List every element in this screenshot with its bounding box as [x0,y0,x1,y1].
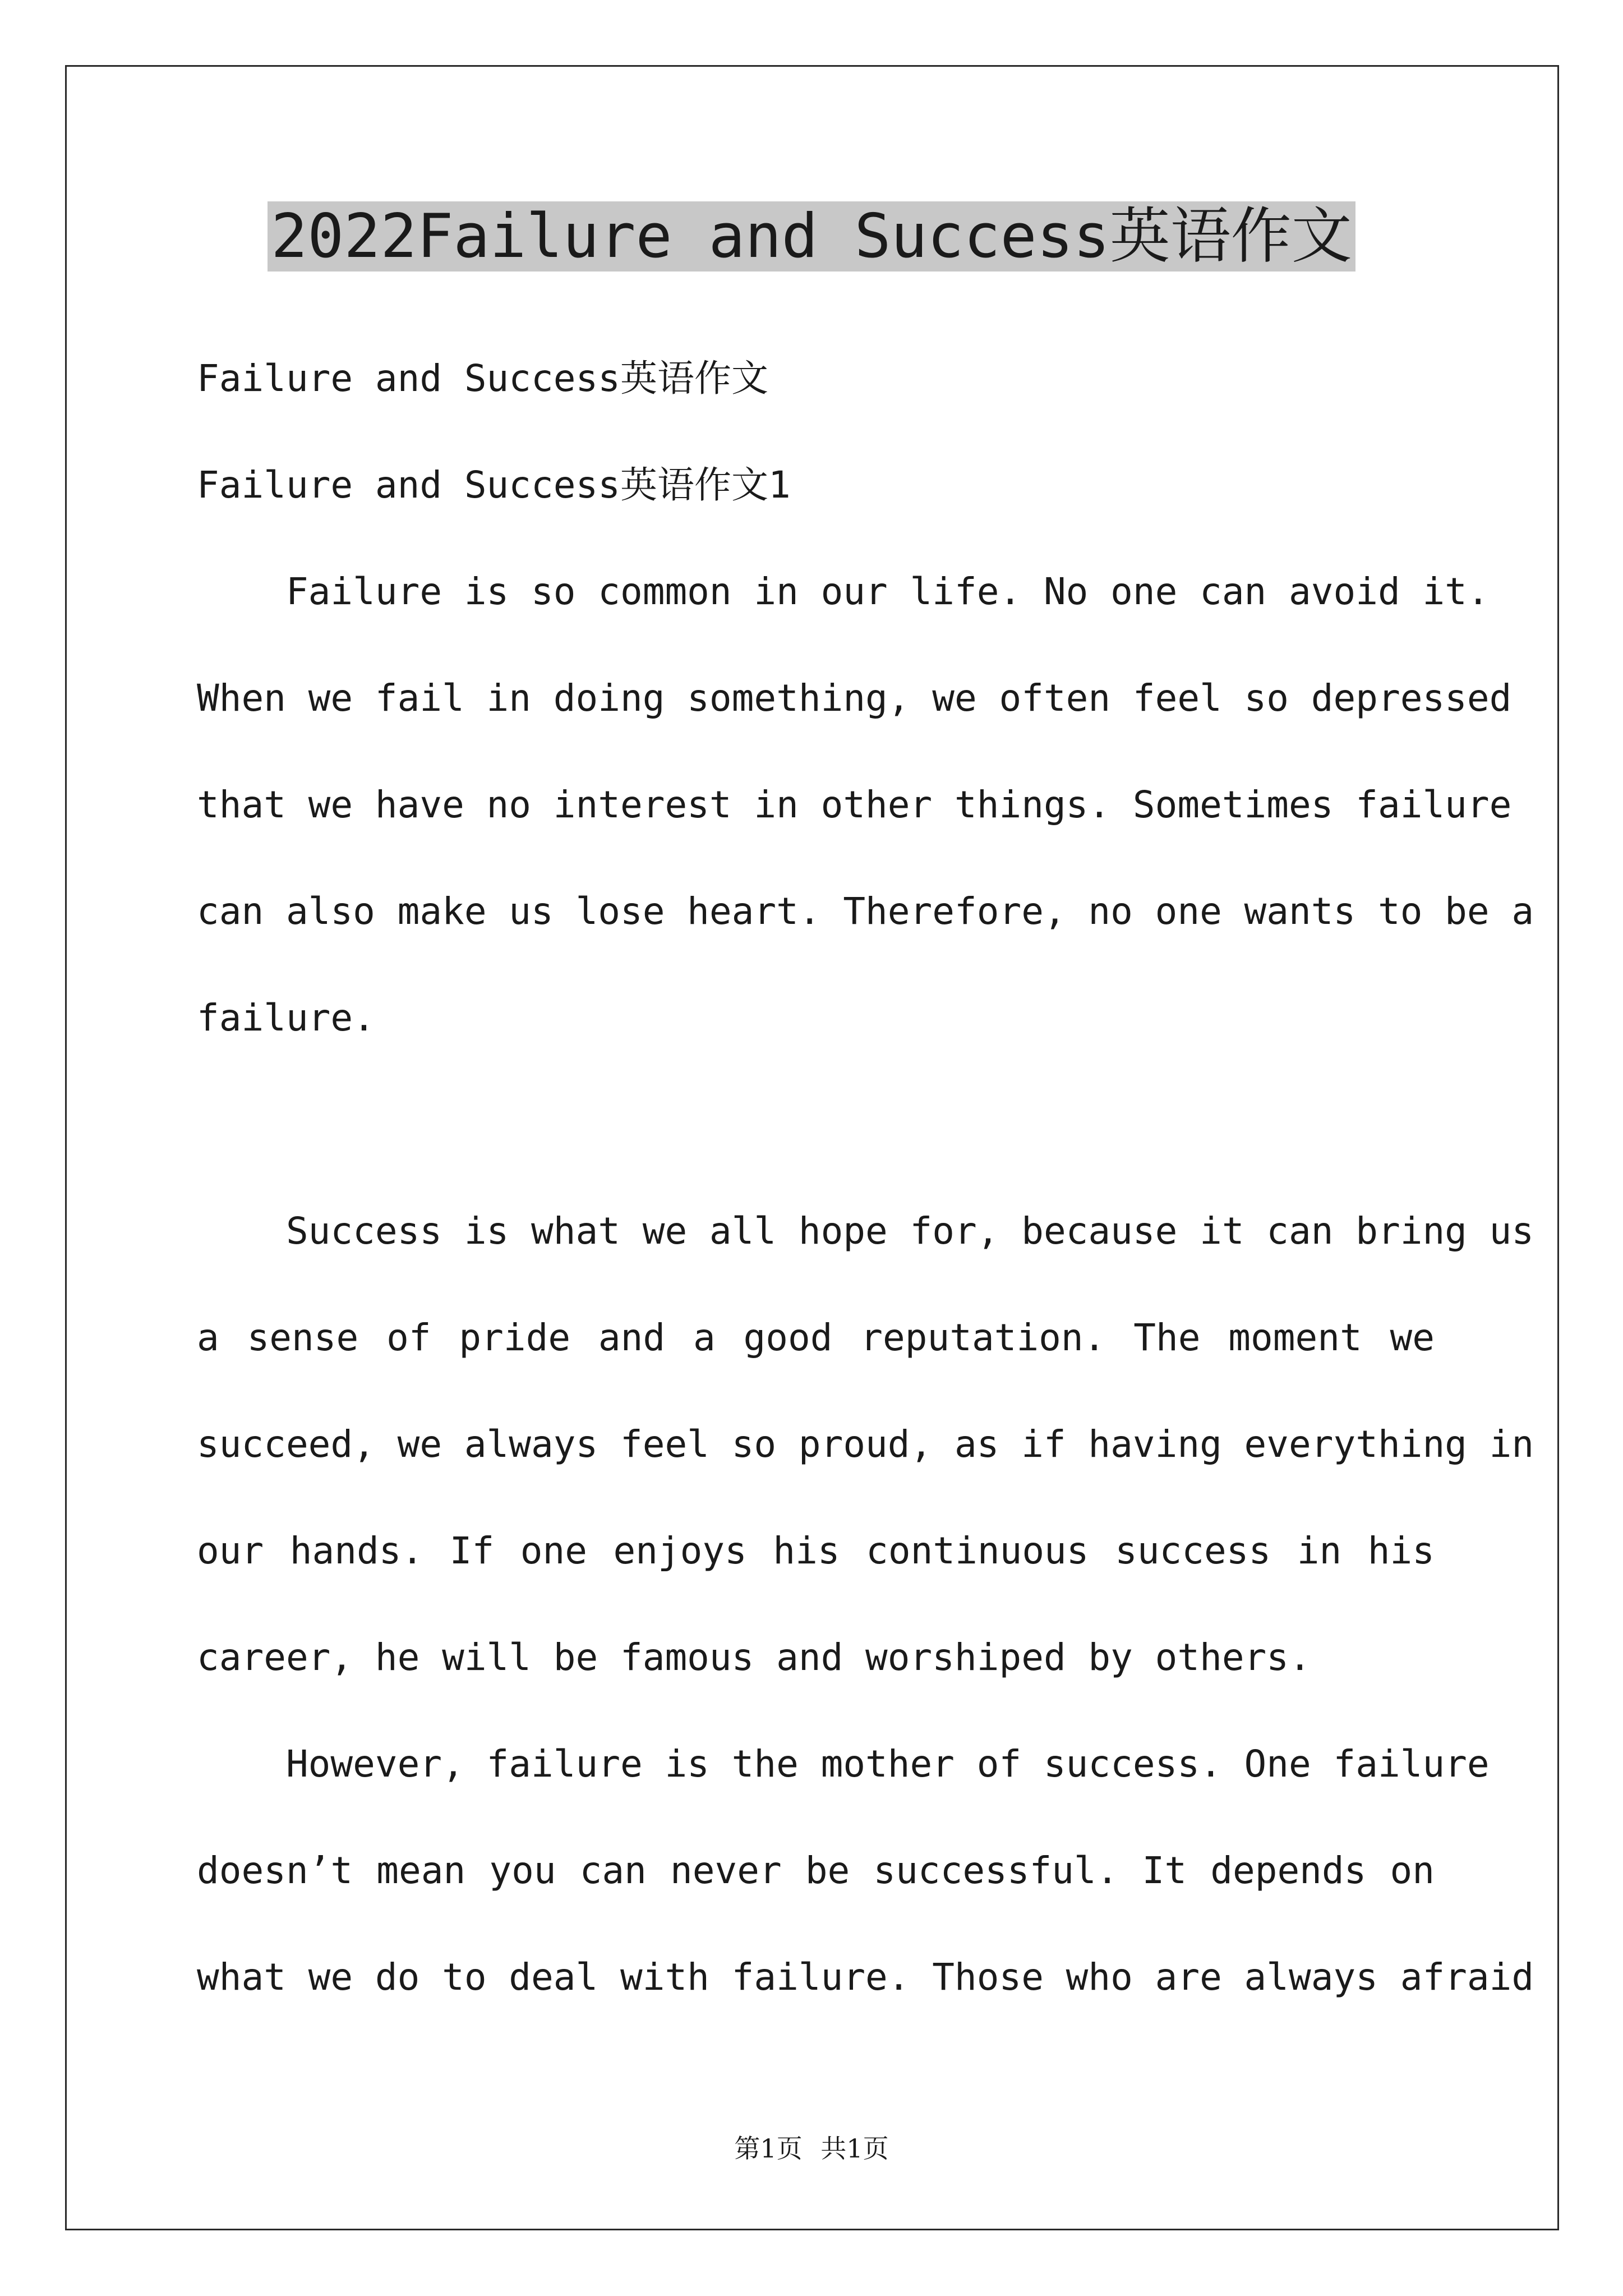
paragraph-line: Failure is so common in our life. No one can avoid it. [197,570,1490,613]
paragraph-line: failure. [197,996,375,1039]
paragraph-line: When we fail in doing something, we often feel so depressed [197,677,1512,720]
paragraph-line: a sense of pride and a good reputation. The moment we [197,1316,1435,1359]
document-title: 2022Failure and Success英语作文 [0,197,1623,276]
paragraph-line: can also make us lose heart. Therefore, no one wants to be a [197,890,1534,933]
section-heading: Failure and Success英语作文1 [197,463,791,507]
page-number: 第1页 共1页 [734,2133,889,2164]
paragraph-line: Success is what we all hope for, because it can bring us [197,1209,1534,1253]
paragraph-line: career, he will be famous and worshiped by others. [197,1636,1311,1679]
paragraph-line: However, failure is the mother of success. One failure [197,1742,1490,1786]
paragraph-line: that we have no interest in other things. Sometimes failure [197,783,1512,826]
paragraph-line: what we do to deal with failure. Those who are always afraid [197,1955,1534,1999]
paragraph-line: doesn’t mean you can never be successful. It depends on [197,1849,1435,1892]
document-subtitle: Failure and Success英语作文 [197,357,768,400]
paragraph-line: succeed, we always feel so proud, as if having everything in [197,1423,1534,1466]
paragraph-line: our hands. If one enjoys his continuous success in his [197,1529,1435,1572]
